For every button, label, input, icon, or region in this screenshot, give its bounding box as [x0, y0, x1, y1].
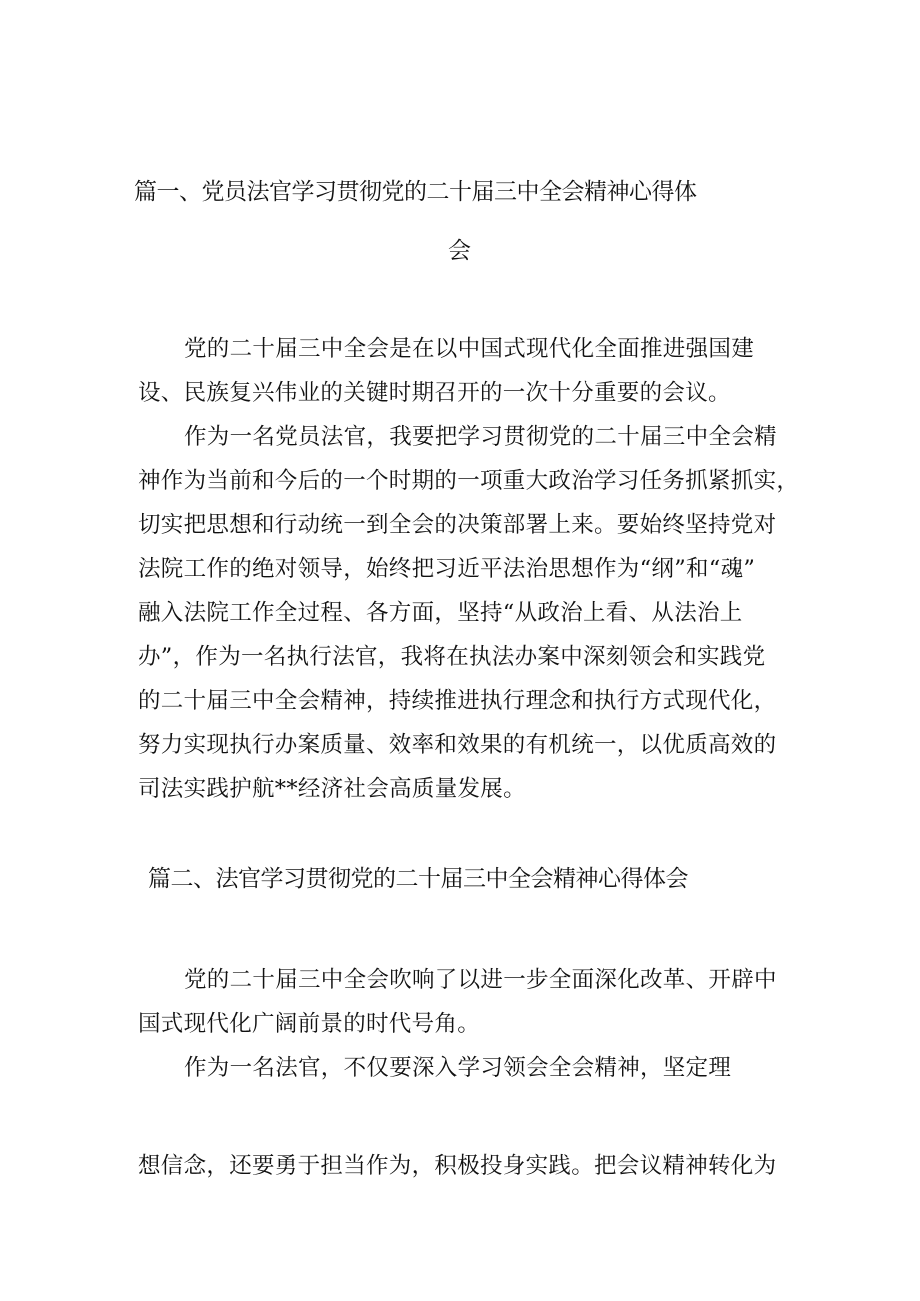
- section1-p2-line7: 的二十届三中全会精神，持续推进执行理念和执行方式现代化，: [138, 688, 777, 714]
- section1-p1-line2: 设、民族复兴伟业的关键时期召开的一次十分重要的会议。: [138, 380, 731, 406]
- section1-p2-line9: 司法实践护航**经济社会高质量发展。: [138, 776, 526, 802]
- section1-p2-line4: 法院工作的绝对领导，始终把习近平法治思想作为“纲”和“魂”: [138, 556, 756, 582]
- section1-p2-line8: 努力实现执行办案质量、效率和效果的有机统一，以优质高效的: [138, 732, 777, 758]
- section1-p2-line1: 作为一名党员法官，我要把学习贯彻党的二十届三中全会精: [184, 424, 777, 450]
- section2-p1-line1: 党的二十届三中全会吹响了以进一步全面深化改革、开辟中: [184, 967, 777, 993]
- section1-p2-line5: 融入法院工作全过程、各方面，坚持“从政治上看、从法治上: [138, 600, 743, 626]
- section1-p2-line6: 办”，作为一名执行法官，我将在执法办案中深刻领会和实践党: [138, 644, 766, 670]
- section2-p3-line1: 想信念，还要勇于担当作为，积极投身实践。把会议精神转化为: [138, 1153, 777, 1179]
- section2-title: 篇二、法官学习贯彻党的二十届三中全会精神心得体会: [148, 866, 688, 892]
- section2-p1-line2: 国式现代化广阔前景的时代号角。: [138, 1011, 481, 1037]
- section1-p2-line3: 切实把思想和行动统一到全会的决策部署上来。要始终坚持党对: [138, 512, 777, 538]
- section1-p1-line1: 党的二十届三中全会是在以中国式现代化全面推进强国建: [184, 336, 755, 362]
- section2-p2-line1: 作为一名法官，不仅要深入学习领会全会精神，坚定理: [184, 1055, 732, 1081]
- section1-title-line2: 会: [448, 238, 471, 264]
- section1-p2-line2: 神作为当前和今后的一个时期的一项重大政治学习任务抓紧抓实，: [138, 468, 800, 494]
- section1-title-line1: 篇一、党员法官学习贯彻党的二十届三中全会精神心得体: [134, 179, 697, 205]
